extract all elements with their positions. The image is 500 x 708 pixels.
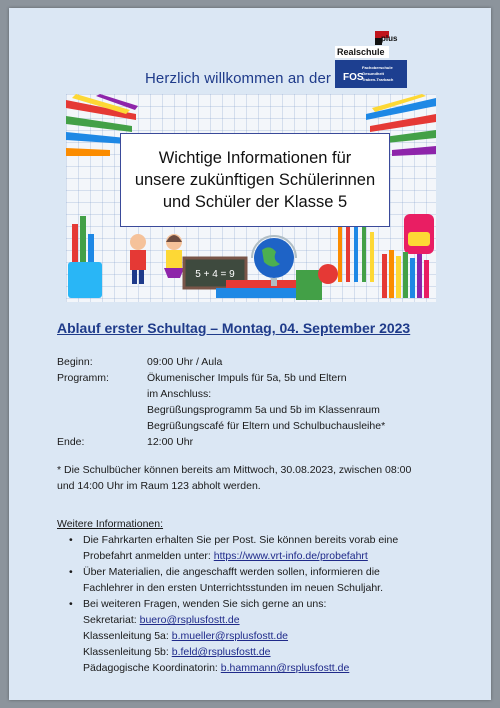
bullet-text: Bei weiteren Fragen, wenden Sie sich gerne an uns: [83, 598, 327, 610]
contact-line [83, 614, 240, 626]
schedule-value: Begrüßungsprogramm 5a und 5b im Klassenraum [147, 404, 380, 416]
schoolbook-note [57, 462, 477, 494]
banner-title-line: Wichtige Informationen für [158, 149, 352, 167]
bullet-text: Über Materialien, die angeschafft werden sollen, informieren die [83, 566, 380, 578]
email-link-5b[interactable]: b.feld@rsplusfostt.de [171, 646, 271, 658]
globe-icon [252, 236, 296, 286]
schedule-value: Ökumenischer Impuls für 5a, 5b und Eltern [147, 372, 347, 384]
banner-title-line: unsere zukünftigen Schülerinnen [134, 171, 376, 189]
school-banner [66, 94, 436, 302]
schedule-label: Programm: [57, 372, 109, 384]
pencil-cup-icon [68, 216, 102, 298]
chalkboard-text: 5 + 4 = 9 [195, 269, 235, 280]
bullet-item [69, 566, 380, 578]
logo-realschule: Realschule [335, 46, 389, 58]
schedule-value: 12:00 Uhr [147, 436, 194, 448]
schedule-value: im Anschluss: [147, 388, 212, 400]
logo-fos: FOS [343, 72, 364, 83]
contact-line [83, 630, 288, 642]
contact-line [83, 646, 271, 658]
bullet-line [83, 550, 368, 562]
backpack-icon [404, 214, 434, 254]
crayons-bottom-right-icon [382, 250, 429, 298]
schedule-label: Ende: [57, 436, 85, 448]
bullet-dot-icon: • [69, 598, 73, 610]
email-link-sekretariat[interactable]: buero@rsplusfostt.de [139, 614, 240, 626]
logo-fos-sub: Fachoberschule [362, 65, 393, 70]
bullet-text: Probefahrt anmelden unter: [83, 550, 214, 562]
contact-line [83, 662, 349, 674]
logo-fos-block [335, 60, 407, 88]
bullet-line: Fachlehrer in den ersten Unterrichtsstunden im neuen Schuljahr. [83, 582, 383, 594]
document-page [9, 8, 491, 700]
email-link-koordination[interactable]: b.hammann@rsplusfostt.de [220, 662, 350, 674]
schedule-value: 09:00 Uhr / Aula [147, 356, 223, 368]
banner-title-line: und Schüler der Klasse 5 [162, 193, 348, 211]
probefahrt-link[interactable]: https://www.vrt-info.de/probefahrt [213, 550, 368, 562]
contact-label: Klassenleitung 5b: [83, 646, 172, 658]
bullet-item [69, 534, 399, 546]
schedule-value: Begrüßungscafé für Eltern und Schulbuchausleihe* [147, 420, 386, 432]
logo-fos-sub: Gesundheit [362, 71, 385, 76]
further-info-heading: Weitere Informationen: [57, 518, 164, 530]
welcome-heading: Herzlich willkommen an der [145, 70, 331, 87]
banner-title-box [120, 133, 390, 227]
logo-fos-sub: Traben-Trarbach [362, 77, 394, 82]
contact-label: Pädagogische Koordinatorin: [83, 662, 221, 674]
schedule-label: Beginn: [57, 356, 93, 368]
contact-label: Klassenleitung 5a: [83, 630, 172, 642]
school-logo [335, 26, 409, 90]
contact-label: Sekretariat: [83, 614, 140, 626]
children-illustration-icon [130, 234, 184, 284]
bullet-dot-icon: • [69, 534, 73, 546]
bullet-text: Die Fahrkarten erhalten Sie per Post. Sie können bereits vorab eine [83, 534, 399, 546]
apple-icon [318, 264, 338, 284]
note-line: und 14:00 Uhr im Raum 123 abholt werden. [57, 480, 261, 492]
bullet-dot-icon: • [69, 566, 73, 578]
logo-plus: plus [381, 34, 398, 43]
note-line: * Die Schulbücher können bereits am Mittwoch, 30.08.2023, zwischen 08:00 [57, 464, 412, 476]
email-link-5a[interactable]: b.mueller@rsplusfostt.de [171, 630, 289, 642]
schedule-heading: Ablauf erster Schultag – Montag, 04. September 2023 [57, 320, 411, 336]
bullet-item [69, 598, 327, 610]
